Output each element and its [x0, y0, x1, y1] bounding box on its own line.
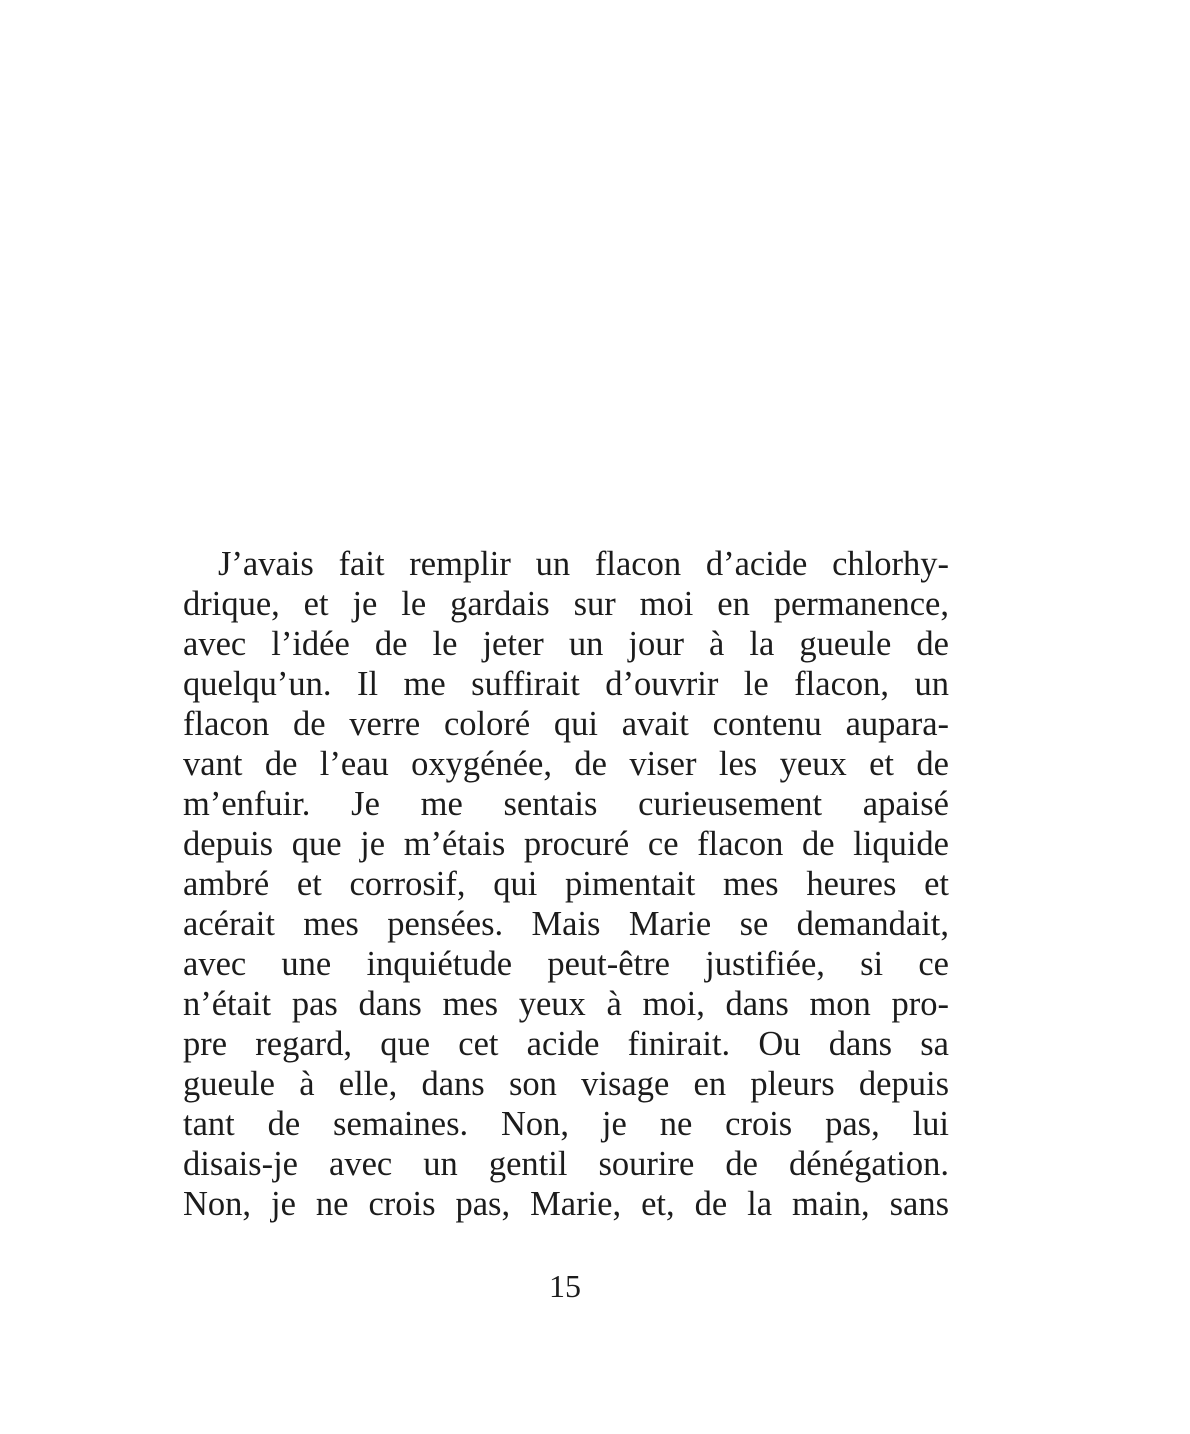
page-number: 15	[549, 1268, 581, 1304]
text-line: m’enfuir. Je me sentais curieusement apaisé	[183, 785, 949, 823]
text-line: quelqu’un. Il me suffirait d’ouvrir le flacon, un	[183, 665, 949, 703]
text-line: avec l’idée de le jeter un jour à la gueule de	[183, 625, 949, 663]
text-line: depuis que je m’étais procuré ce flacon de liquide	[183, 825, 949, 863]
text-line: pre regard, que cet acide finirait. Ou dans sa	[183, 1025, 949, 1063]
text-line: gueule à elle, dans son visage en pleurs depuis	[183, 1065, 949, 1103]
body-paragraph	[183, 544, 949, 1224]
text-line: acérait mes pensées. Mais Marie se demandait,	[183, 905, 949, 943]
text-line: flacon de verre coloré qui avait contenu aupara-	[183, 705, 949, 743]
text-line: vant de l’eau oxygénée, de viser les yeux et de	[183, 745, 949, 783]
text-line: avec une inquiétude peut-être justifiée, si ce	[183, 945, 949, 983]
text-line: Non, je ne crois pas, Marie, et, de la main, sans	[183, 1185, 949, 1223]
text-line: tant de semaines. Non, je ne crois pas, lui	[183, 1105, 949, 1143]
text-line: n’était pas dans mes yeux à moi, dans mon pro-	[183, 985, 949, 1023]
text-line: J’avais fait remplir un flacon d’acide chlorhy-	[218, 545, 949, 583]
text-line: drique, et je le gardais sur moi en permanence,	[183, 585, 949, 623]
text-line: ambré et corrosif, qui pimentait mes heures et	[183, 865, 949, 903]
text-line: disais-je avec un gentil sourire de dénégation.	[183, 1145, 949, 1183]
